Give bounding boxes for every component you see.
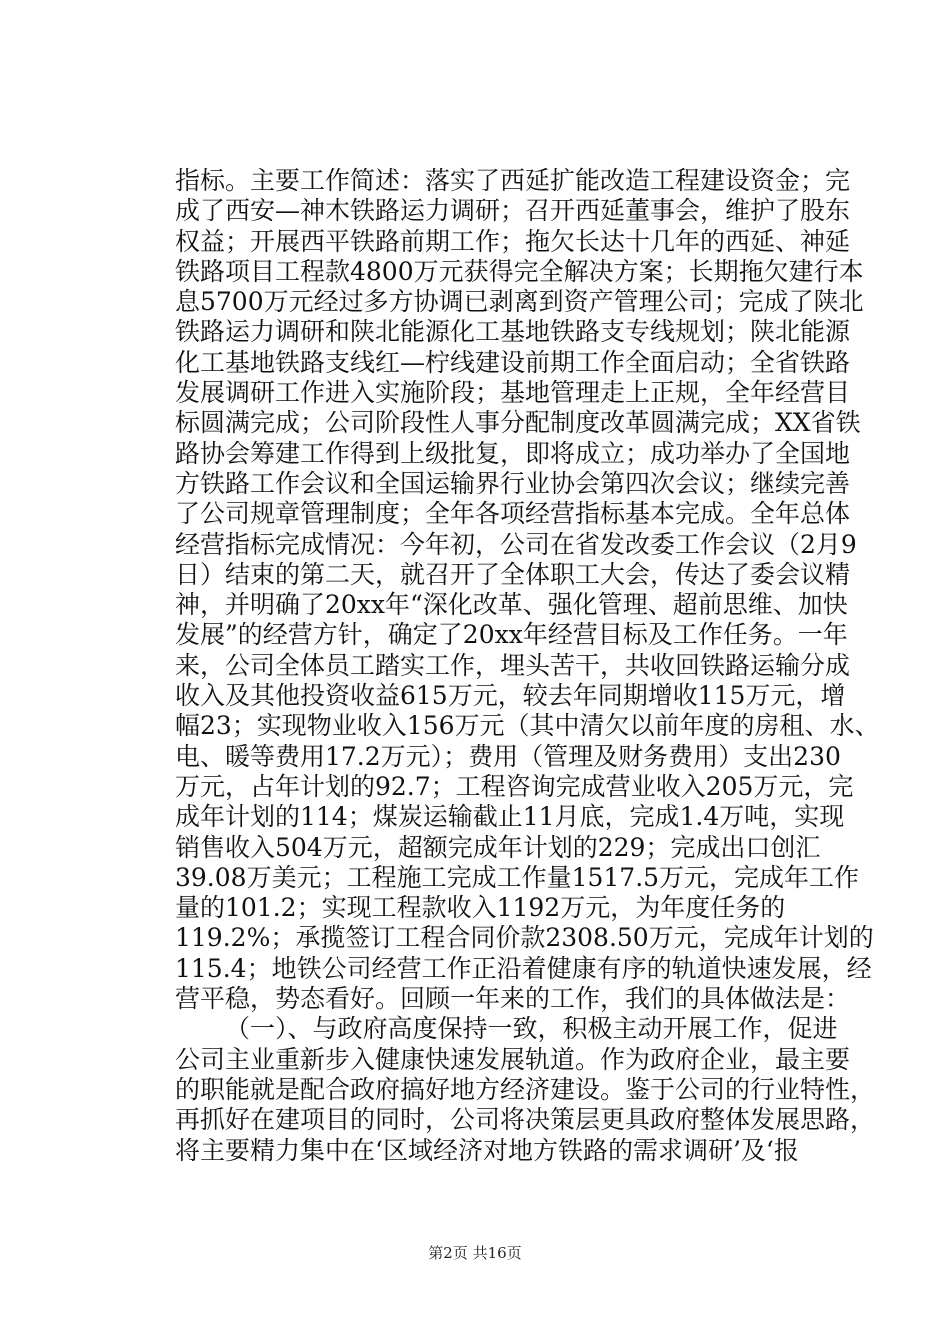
text-line-33: 将主要精力集中在‘区域经济对地方铁路的需求调研’及‘报: [175, 1135, 799, 1165]
text-line-20: 电、暖等费用17.2万元）；费用（管理及财务费用）支出230: [175, 741, 841, 771]
text-line-22: 成年计划的114；煤炭运输截止11月底，完成1.4万吨，实现: [175, 802, 845, 832]
text-line-7: 化工基地铁路支线红—柠线建设前期工作全面启动；全省铁路: [175, 347, 851, 377]
text-line-6: 铁路运力调研和陕北能源化工基地铁路支专线规划；陕北能源: [175, 317, 851, 347]
text-line-4: 铁路项目工程款4800万元获得完全解决方案；长期拖欠建行本: [175, 256, 864, 286]
text-line-15: 神，并明确了20xx年“深化改革、强化管理、超前思维、加快: [175, 590, 848, 620]
text-line-19: 幅23；实现物业收入156万元（其中清欠以前年度的房租、水、: [175, 711, 880, 741]
text-line-23: 销售收入504万元，超额完成年计划的229；完成出口创汇: [175, 832, 821, 862]
text-line-29: （一）、与政府高度保持一致，积极主动开展工作，促进: [225, 1014, 838, 1044]
text-line-25: 量的101.2；实现工程款收入1192万元，为年度任务的: [175, 893, 786, 923]
text-line-9: 标圆满完成；公司阶段性人事分配制度改革圆满完成；XX省铁: [175, 408, 861, 438]
text-line-11: 方铁路工作会议和全国运输界行业协会第四次会议；继续完善: [175, 468, 851, 498]
text-line-1: 指标。主要工作简述：落实了西延扩能改造工程建设资金；完: [175, 166, 851, 195]
text-line-13: 经营指标完成情况：今年初，公司在省发改委工作会议（2月9: [175, 529, 857, 559]
text-line-10: 路协会筹建工作得到上级批复，即将成立；成功举办了全国地: [175, 438, 851, 468]
text-line-27: 115.4；地铁公司经营工作正沿着健康有序的轨道快速发展，经: [175, 953, 872, 983]
text-line-24: 39.08万美元；工程施工完成工作量1517.5万元，完成年工作: [175, 862, 860, 892]
text-line-32: 再抓好在建项目的同时，公司将决策层更具政府整体发展思路，: [175, 1105, 876, 1135]
text-line-8: 发展调研工作进入实施阶段；基地管理走上正规，全年经营目: [175, 378, 851, 408]
text-line-14: 日）结束的第二天，就召开了全体职工大会，传达了委会议精: [175, 559, 851, 589]
text-line-30: 公司主业重新步入健康快速发展轨道。作为政府企业，最主要: [175, 1044, 851, 1074]
body-text: [175, 166, 880, 1166]
text-line-26: 119.2%；承揽签订工程合同价款2308.50万元，完成年计划的: [175, 923, 874, 953]
page-footer: [0, 1242, 950, 1263]
text-line-16: 发展”的经营方针，确定了20xx年经营目标及工作任务。一年: [175, 620, 848, 650]
text-line-18: 收入及其他投资收益615万元，较去年同期增收115万元，增: [175, 681, 846, 711]
text-line-12: 了公司规章管理制度；全年各项经营指标基本完成。全年总体: [175, 499, 851, 529]
text-line-28: 营平稳，势态看好。回顾一年来的工作，我们的具体做法是：: [175, 984, 851, 1014]
text-line-21: 万元，占年计划的92.7；工程咨询完成营业收入205万元，完: [175, 771, 854, 801]
text-line-2: 成了西安—神木铁路运力调研；召开西延董事会，维护了股东: [175, 196, 851, 226]
page-number: 第2页 共16页: [428, 1244, 522, 1262]
text-line-3: 权益；开展西平铁路前期工作；拖欠长达十几年的西延、神延: [175, 226, 851, 256]
text-line-5: 息5700万元经过多方协调已剥离到资产管理公司；完成了陕北: [175, 287, 864, 317]
text-line-17: 来，公司全体员工踏实工作，埋头苦干，共收回铁路运输分成: [175, 650, 851, 680]
text-line-31: 的职能就是配合政府搞好地方经济建设。鉴于公司的行业特性，: [175, 1074, 876, 1104]
